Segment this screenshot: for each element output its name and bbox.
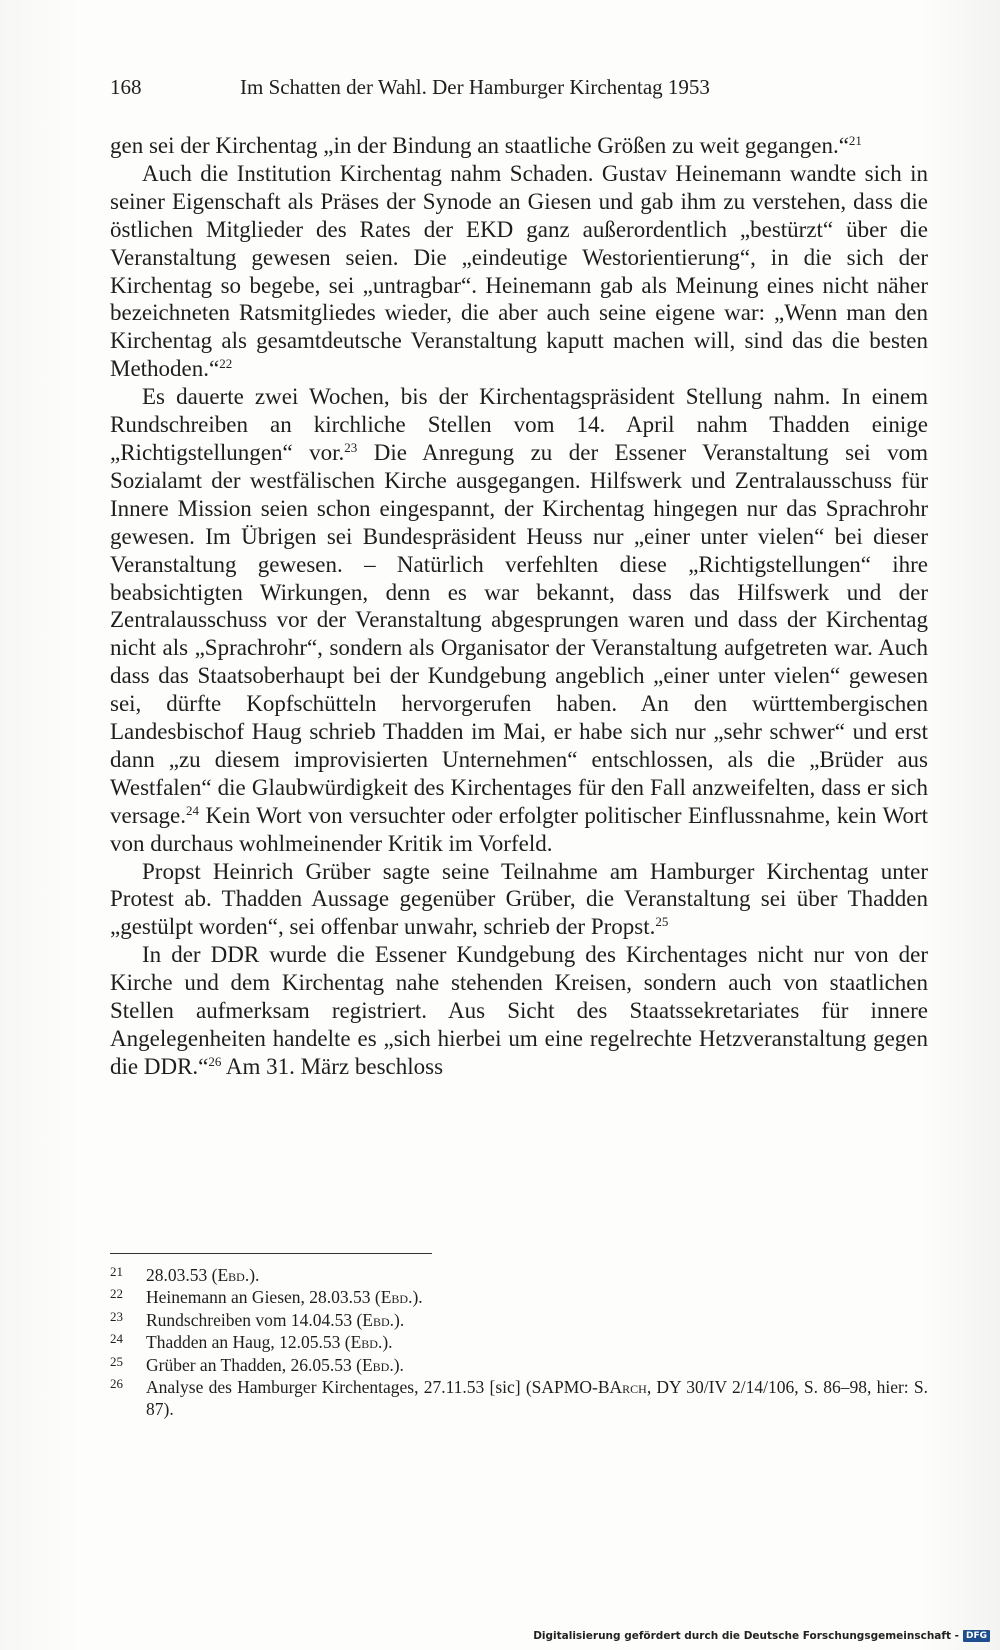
running-head — [110, 74, 930, 100]
page-number: 168 — [110, 75, 142, 99]
footnote-ref-21[interactable]: 21 — [848, 133, 862, 148]
footnote-rule — [110, 1253, 432, 1254]
footnote-23: 23 Rundschreiben vom 14.04.53 (Ebd.). — [110, 1309, 928, 1331]
footnote-21: 21 28.03.53 (Ebd.). — [110, 1264, 928, 1286]
footnote-number: 26 — [110, 1376, 123, 1392]
footnote-ref-25[interactable]: 25 — [655, 914, 669, 930]
footnote-24: 24 Thadden an Haug, 12.05.53 (Ebd.). — [110, 1331, 928, 1353]
footnotes — [110, 1264, 928, 1421]
paragraph-1: gen sei der Kirchentag „in der Bindung an staatliche Größen zu weit gegangen.“$^{21}$ — [110, 133, 862, 158]
footnote-number: 21 — [110, 1264, 123, 1279]
body-text — [110, 132, 928, 1081]
digitization-credit — [533, 1630, 990, 1642]
paragraph-3: Es dauerte zwei Wochen, bis der Kirchentagspräsident Stellung nahm. In einem Rundschreiben an kirchliche Stellen vom 14. April nahm Thadden einige „Richtigstellungen“ vor.$^{23}$ Die Anregung zu der Essener Veranstaltung sei vom Sozialamt der westfälischen Kirche ausgegangen. Hilfswerk und Zentralausschuss für Innere Mission seien schon eingespannt, der Kirchentag hingegen nur das Sprachrohr gewesen. Im Übrigen sei Bundespräsident Heuss nur „einer unter vielen“ bei dieser Veranstaltung gewesen. – Natürlich verfehlten diese „Richtigstellungen“ ihre beabsichtigten Wirkungen, denn es war bekannt, dass das Hilfswerk und der Zentralausschuss vor der Veranstaltung abgesprungen waren und dass der Kirchentag nicht als „Sprachrohr“, sondern als Organisator der Veranstaltung aufgetreten war. Auch dass das Staatsoberhaupt bei der Kundgebung angeblich „einer unter vielen“ gewesen sei, dürfte Kopfschütteln hervorgerufen haben. An den württembergischen Landesbischof Haug schrieb Thadden im Mai, er habe sich nur „sehr schwer“ und erst dann „zu diesem improvisierten Unternehmen“ entschlossen, als die „Brüder aus Westfalen“ die Glaubwürdigkeit des Kirchentages für den Fall anzweifelten, dass er sich versage.$^{24}$ Kein Wort von versuchter oder erfolgter politischer Einflussnahme, kein Wort von durchaus wohlmeinender Kritik im Vorfeld. — [110, 384, 928, 856]
footnote-number: 22 — [110, 1286, 123, 1302]
paragraph-5: In der DDR wurde die Essener Kundgebung des Kirchentages nicht nur von der Kirche und dem Kirchentag nahe stehenden Kreisen, sondern auch von staatlichen Stellen aufmerksam registriert. Aus Sicht des Staatssekretariates für innere Angelegenheiten handelte es „sich hierbei um eine regelrechte Hetzveranstaltung gegen die DDR.“$^{26}$ Am 31. März beschloss — [110, 942, 928, 1079]
footnote-number: 24 — [110, 1331, 123, 1347]
footnote-ref-26[interactable]: 26 — [208, 1053, 222, 1069]
footnote-25: 25 Grüber an Thadden, 26.05.53 (Ebd.). — [110, 1354, 928, 1376]
footnote-ref-22[interactable]: 22 — [219, 356, 233, 372]
footnote-number: 23 — [110, 1308, 123, 1324]
footnote-ref-24[interactable]: 24 — [186, 802, 199, 818]
credit-text: Digitalisierung gefördert durch die Deutsche Forschungsgemeinschaft - — [533, 1630, 959, 1642]
footnote-number: 25 — [110, 1353, 123, 1369]
paragraph-4: Propst Heinrich Grüber sagte seine Teilnahme am Hamburger Kirchentag unter Protest ab. Thadden Aussage gegenüber Grüber, die Veranstaltung sei über Thadden „gestülpt worden“, sei offenbar unwahr, schrieb der Propst.$^{25}$ — [110, 858, 928, 940]
dfg-logo-icon: DFG — [963, 1630, 990, 1642]
running-title: Im Schatten der Wahl. Der Hamburger Kirchentag 1953 — [240, 75, 710, 99]
footnote-22: 22 Heinemann an Giesen, 28.03.53 (Ebd.). — [110, 1286, 928, 1308]
footnote-26: 26 Analyse des Hamburger Kirchentages, 27.11.53 [sic] (SAPMO-BArch, DY 30/IV 2/14/106, S. 86–98, hier: S. 87). — [110, 1376, 928, 1421]
footnote-ref-23[interactable]: 23 — [344, 439, 358, 455]
paragraph-2: Auch die Institution Kirchentag nahm Schaden. Gustav Heinemann wandte sich in seiner Eigenschaft als Präses der Synode an Giesen und gab ihm zu verstehen, dass die östlichen Mitglieder des Rates der EKD ganz außerordentlich „bestürzt“ über die Veranstaltung gewesen seien. Die „eindeutige Westorientierung“, in die sich der Kirchentag so begebe, sei „untragbar“. Heinemann gab als Meinung eines nicht näher bezeichneten Ratsmitgliedes wieder, die aber auch seine eigene war: „Wenn man den Kirchentag als gesamtdeutsche Veranstaltung kaputt machen will, sind das die besten Methoden.“$^{22}$ — [110, 160, 928, 382]
